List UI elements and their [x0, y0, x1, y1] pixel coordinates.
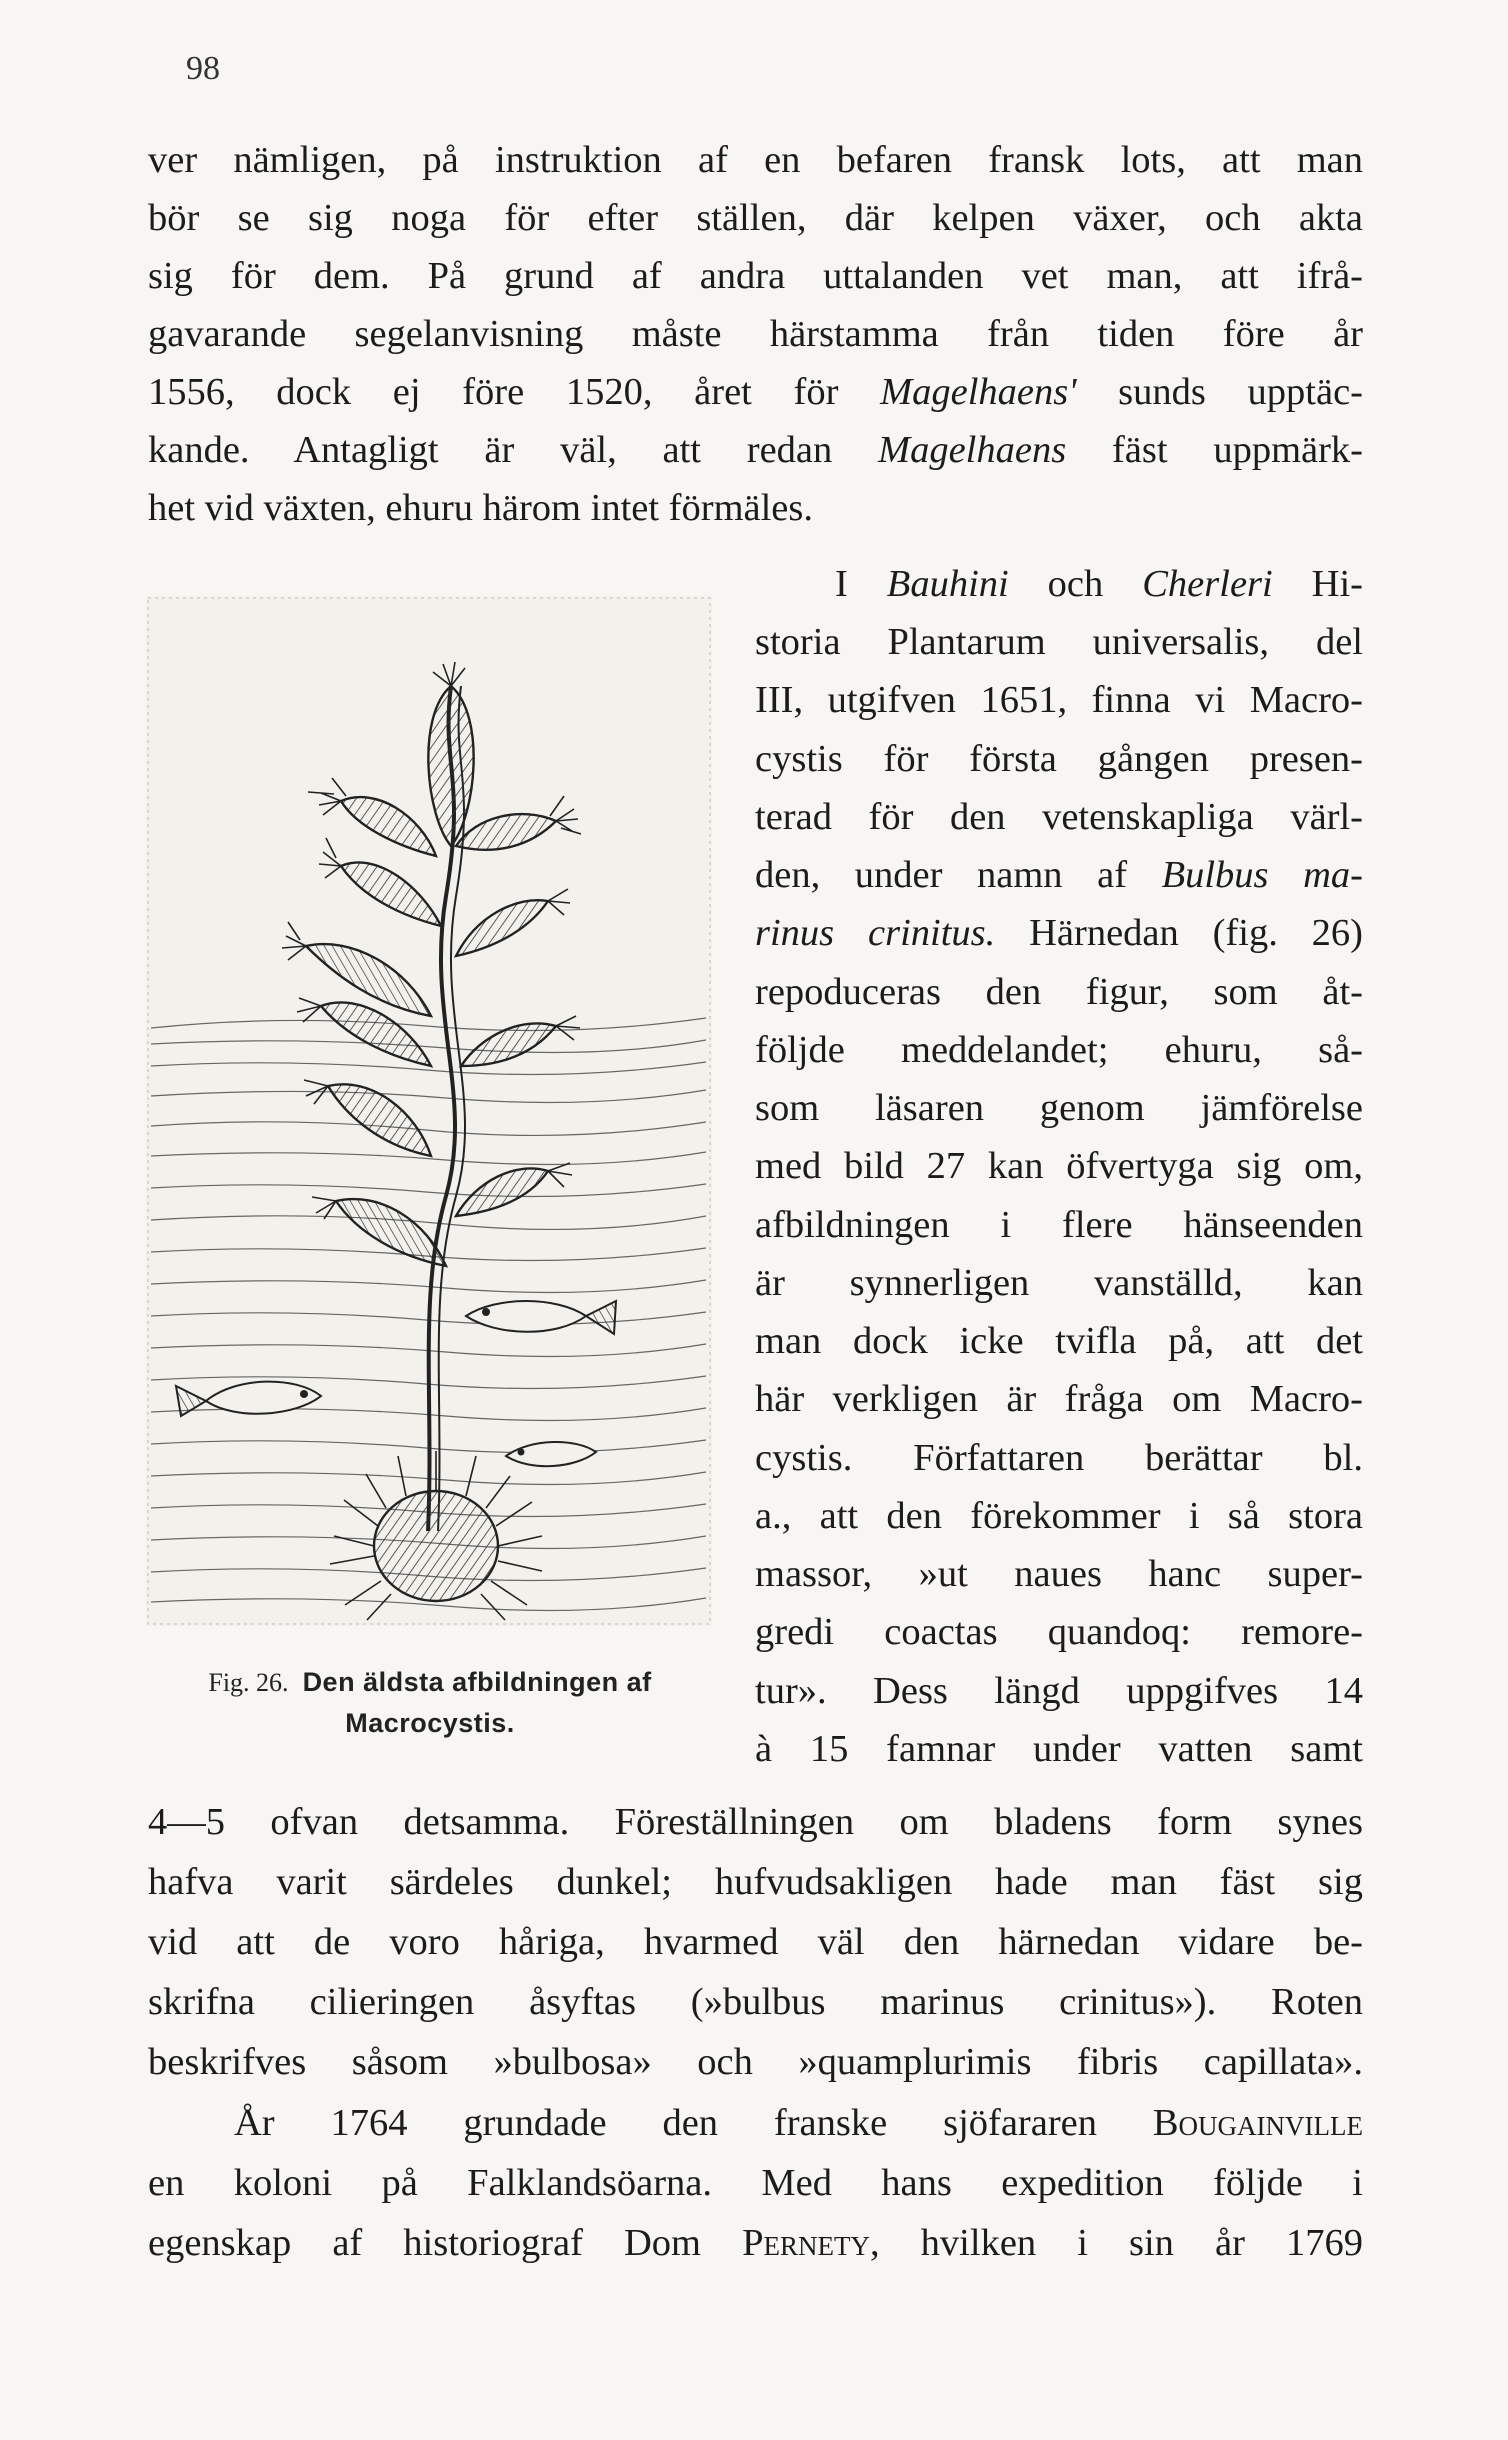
body-line: cystis för första gången presen-: [755, 738, 1363, 780]
body-line: kande. Antagligt är väl, att redan Magelhaens fäst uppmärk-: [148, 429, 1364, 471]
body-line: bör se sig noga för efter ställen, där kelpen växer, och akta: [148, 197, 1363, 239]
body-line: är synnerligen vanställd, kan: [755, 1262, 1363, 1304]
body-line: med bild 27 kan öfvertyga sig om,: [755, 1145, 1363, 1187]
body-line: het vid växten, ehuru härom intet förmäles.: [148, 487, 813, 529]
body-line: sig för dem. På grund af andra uttalanden vet man, att ifrå-: [148, 255, 1363, 297]
body-line: gavarande segelanvisning måste härstamma från tiden före år: [148, 313, 1363, 355]
body-line: storia Plantarum universalis, del: [755, 621, 1363, 663]
caption-title: Den äldsta afbildningen af: [302, 1667, 652, 1697]
body-line: massor, »ut naues hanc super-: [755, 1553, 1363, 1595]
body-line: man dock icke tvifla på, att det: [755, 1320, 1363, 1362]
body-line: hafva varit särdeles dunkel; hufvudsakligen hade man fäst sig: [148, 1861, 1363, 1903]
body-line: 1556, dock ej före 1520, året för Magelhaens' sunds upptäc-: [148, 371, 1363, 413]
page-number: 98: [186, 50, 220, 87]
body-line: gredi coactas quandoq: remore-: [755, 1611, 1363, 1653]
body-line: I Bauhini och Cherleri Hi-: [835, 563, 1364, 605]
body-line: afbildningen i flere hänseenden: [755, 1204, 1363, 1246]
body-line: cystis. Författaren berättar bl.: [755, 1437, 1363, 1479]
body-line: ver nämligen, på instruktion af en befaren fransk lots, att man: [148, 139, 1363, 181]
body-line: skrifna cilieringen åsyftas (»bulbus marinus crinitus»). Roten: [148, 1981, 1363, 2023]
figure-caption: [130, 1662, 730, 1743]
macrocystis-engraving: [146, 596, 712, 1626]
body-line: terad för den vetenskapliga värl-: [755, 796, 1363, 838]
body-line: repoduceras den figur, som åt-: [755, 971, 1363, 1013]
body-line: à 15 famnar under vatten samt: [755, 1728, 1363, 1770]
body-line: egenskap af historiograf Dom Pernety, hvilken i sin år 1769: [148, 2222, 1363, 2264]
body-line: den, under namn af Bulbus ma-: [755, 854, 1363, 896]
body-line: År 1764 grundade den franske sjöfararen Bougainville: [234, 2102, 1363, 2144]
body-line: som läsaren genom jämförelse: [755, 1087, 1363, 1129]
body-line: här verkligen är fråga om Macro-: [755, 1378, 1363, 1420]
body-line: 4—5 ofvan detsamma. Föreställningen om bladens form synes: [148, 1801, 1363, 1843]
figure-number: Fig. 26.: [208, 1668, 289, 1697]
body-line: rinus crinitus. Härnedan (fig. 26): [755, 912, 1363, 954]
body-line: en koloni på Falklandsöarna. Med hans expedition följde i: [148, 2162, 1363, 2204]
body-line: III, utgifven 1651, finna vi Macro-: [755, 679, 1363, 721]
caption-title-line2: Macrocystis.: [345, 1708, 515, 1738]
body-line: tur». Dess längd uppgifves 14: [755, 1670, 1363, 1712]
body-line: följde meddelandet; ehuru, så-: [755, 1029, 1363, 1071]
body-line: a., att den förekommer i så stora: [755, 1495, 1363, 1537]
body-line: beskrifves såsom »bulbosa» och »quamplurimis fibris capillata».: [148, 2041, 1363, 2083]
body-line: vid att de voro håriga, hvarmed väl den härnedan vidare be-: [148, 1921, 1363, 1963]
